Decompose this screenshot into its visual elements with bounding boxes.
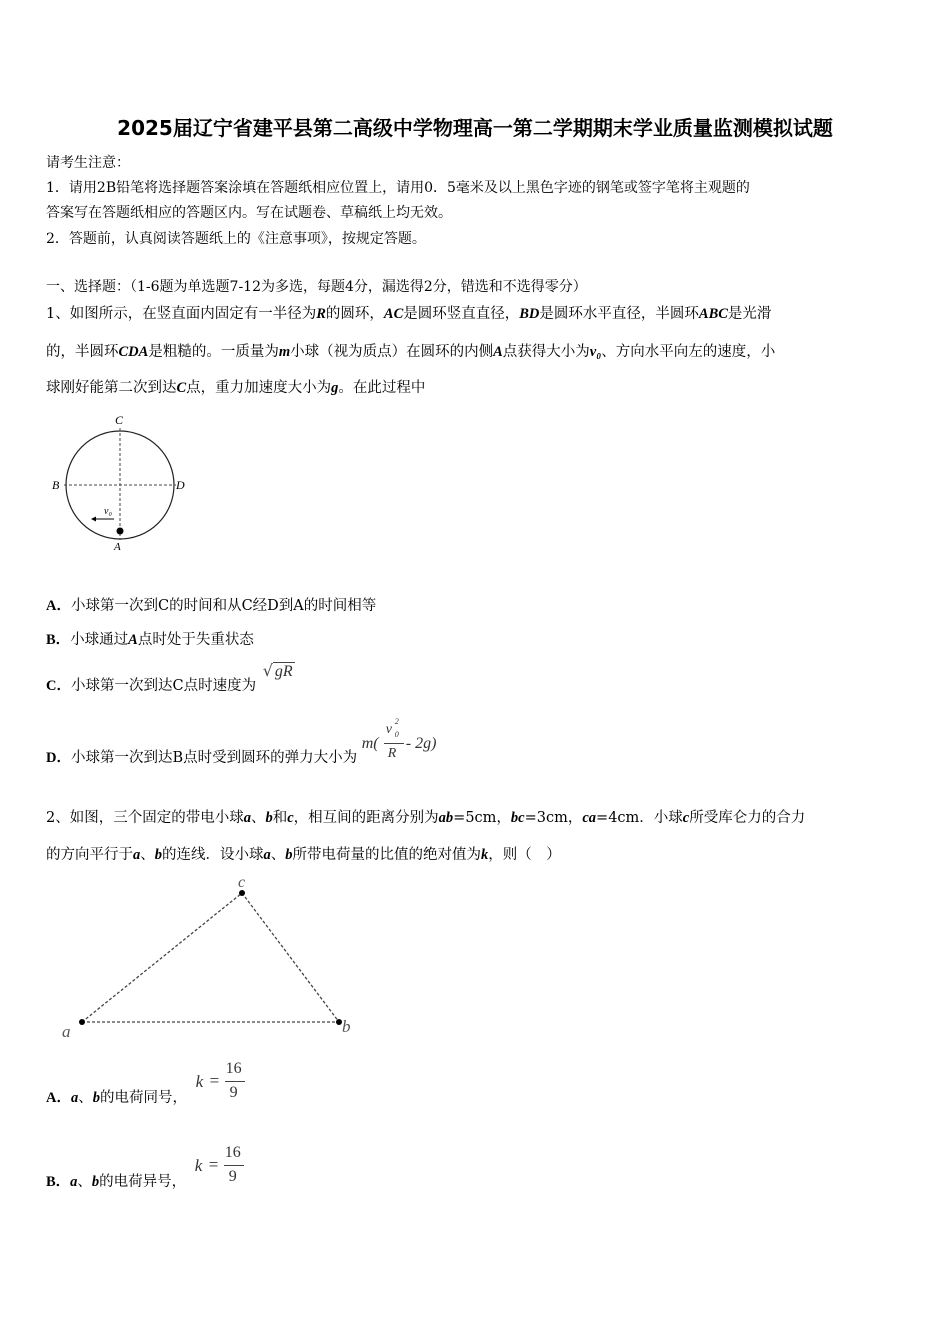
label-a: a	[62, 1022, 71, 1041]
label-A: A	[114, 541, 121, 553]
q1-option-d[interactable]: D．小球第一次到达B点时受到圆环的弹力大小为 m( v 2 0 R - 2g)	[46, 746, 458, 792]
label-v0: v₀	[104, 506, 112, 517]
ball	[117, 528, 124, 535]
section-heading: 一、选择题：（1-6题为单选题7-12为多选，每题4分，漏选得2分，错选和不选得零分）	[46, 279, 587, 295]
q1-line-2: 的，半圆环CDA是粗糙的。一质量为m小球（视为质点）在圆环的内侧A点获得大小为v₀、方向水平向左的速度，小	[46, 344, 776, 360]
velocity-arrow-head	[91, 517, 96, 522]
q2-triangle-figure	[56, 872, 366, 1044]
side-ac	[82, 893, 242, 1022]
label-c: c	[238, 874, 246, 891]
fraction-bar	[224, 1165, 244, 1166]
q1-line-1: 1、如图所示，在竖直面内固定有一半径为R的圆环，AC是圆环竖直直径，BD是圆环水平直径，半圆环ABC是光滑	[46, 306, 772, 322]
k-formula: k = 16 9	[195, 1144, 255, 1190]
q2-option-a[interactable]: A．a、b的电荷同号， k = 16 9	[46, 1086, 256, 1132]
notice-heading: 请考生注意：	[46, 155, 130, 171]
side-cb	[242, 893, 339, 1022]
label-B: B	[52, 478, 60, 492]
q2-option-b[interactable]: B．a、b的电荷异号， k = 16 9	[46, 1170, 255, 1216]
notice-item-2: 2．答题前，认真阅读答题纸上的《注意事项》，按规定答题。	[46, 231, 426, 247]
q2-line-2: 的方向平行于a、b的连线．设小球a、b所带电荷量的比值的绝对值为k，则（ ）	[46, 847, 561, 863]
sqrt-formula: √ gR	[262, 661, 293, 680]
fraction-bar	[384, 743, 404, 744]
q1-option-b[interactable]: B．小球通过A点时处于失重状态	[46, 632, 254, 648]
page-title: 2025届辽宁省建平县第二高级中学物理高一第二学期期末学业质量监测模拟试题	[117, 116, 833, 140]
charge-a	[79, 1019, 85, 1025]
q1-option-a[interactable]: A．小球第一次到C的时间和从C经D到A的时间相等	[46, 598, 377, 614]
fraction-bar	[225, 1081, 245, 1082]
force-formula: m( v 2 0 R - 2g)	[361, 717, 437, 761]
q1-line-3: 球刚好能第二次到达C点，重力加速度大小为g。在此过程中	[46, 380, 426, 396]
label-b: b	[342, 1017, 351, 1036]
k-formula: k = 16 9	[196, 1060, 256, 1106]
q1-option-c[interactable]: C．小球第一次到达C点时速度为 √ gR	[46, 661, 293, 694]
label-C: C	[115, 413, 124, 427]
notice-item-1-cont: 答案写在答题纸相应的答题区内。写在试题卷、草稿纸上均无效。	[46, 205, 452, 221]
q1-circle-figure	[48, 410, 198, 560]
notice-item-1: 1．请用2B铅笔将选择题答案涂填在答题纸相应位置上，请用0．5毫米及以上黑色字迹的钢笔或签字笔将主观题的	[46, 180, 750, 196]
label-D: D	[176, 478, 185, 492]
q2-line-1: 2、如图，三个固定的带电小球a、b和c，相互间的距离分别为ab=5cm，bc=3cm，ca=4cm．小球c所受库仑力的合力	[46, 810, 806, 826]
